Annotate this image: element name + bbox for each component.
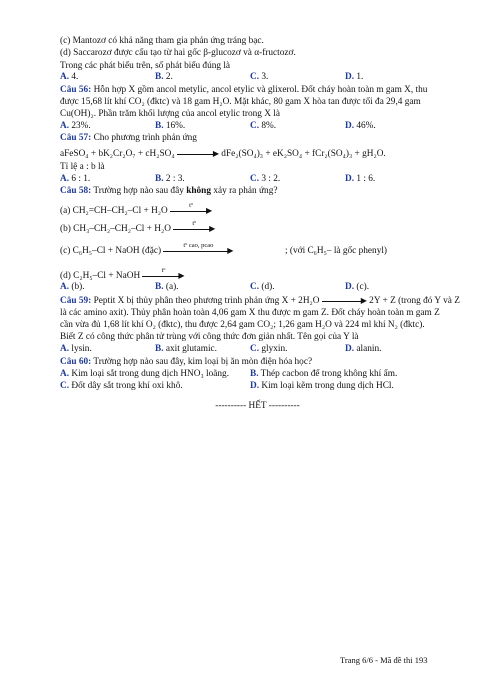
reaction-arrow: tº cao, pcao ▶ [163, 246, 233, 256]
option-letter: B. [155, 344, 164, 354]
q59-label: Câu 59: [60, 296, 92, 307]
intro-line-d: (d) Saccarozơ được cấu tạo từ hai gốc β-glucozơ và α-fructozơ. [60, 48, 296, 58]
q60-line1 [60, 357, 312, 368]
q58-reaction-c [60, 242, 388, 257]
option-b: B. axit glutamic. [155, 344, 217, 354]
option-c: C. 3 : 2. [250, 174, 281, 184]
option-a: A. Kim loại sắt trong dung dịch HNO₃ loãng. [60, 369, 230, 379]
option-a: A. 6 : 1. [60, 174, 91, 184]
option-a: A. lysin. [60, 344, 92, 354]
reaction-arrow: tº ▶ [170, 206, 212, 216]
option-c: C. glyxin. [250, 344, 288, 354]
option-b: B. Thép cacbon để trong không khí ẩm. [250, 369, 398, 379]
q56-line3: Cu(OH)₂. Phần trăm khối lượng của ancol etylic trong X là [60, 109, 281, 119]
option-d: D. Kim loại kẽm trong dung dịch HCl. [250, 381, 394, 391]
q58-label: Câu 58: [60, 186, 92, 196]
option-letter: B. [250, 369, 259, 379]
q56-text: Hỗn hợp X gồm ancol metylic, ancol etylic và glixerol. Đốt cháy hoàn toàn m gam X, thu [93, 85, 428, 95]
option-letter: A. [60, 282, 70, 292]
q59-text: Peptit X bị thủy phân theo phương trình phản ứng X + 2H₂O [93, 296, 320, 307]
option-letter: D. [345, 174, 355, 184]
option-letter: C. [250, 121, 260, 131]
reaction-arrow: tº ▶ [142, 271, 184, 281]
option-d: D. 1. [345, 72, 364, 82]
option-letter: D. [345, 72, 355, 82]
q58-line1 [60, 186, 277, 197]
q60-text: Trường hợp nào sau đây, kim loại bị ăn mòn điện hóa học? [93, 357, 313, 367]
option-letter: C. [250, 344, 260, 354]
q58-reaction-d [60, 267, 185, 282]
option-d: D. (c). [345, 282, 370, 292]
reaction-arrow: ▶ [322, 296, 367, 306]
q58-options [60, 282, 455, 293]
page-footer: Trang 6/6 - Mã đề thi 193 [340, 655, 428, 665]
option-letter: A. [60, 72, 70, 82]
q57-text: Cho phương trình phản ứng [93, 133, 197, 143]
option-d: D. 1 : 6. [345, 174, 376, 184]
option-c: C. 3. [250, 72, 269, 82]
q59-line4: Biết Z có công thức phân tử trùng với công thức đơn giản nhất. Tên gọi của Y là [60, 332, 359, 342]
q59-text-end: 2Y + Z (trong đó Y và Z [369, 296, 460, 307]
option-letter: D. [250, 381, 260, 391]
q60-label: Câu 60: [60, 357, 92, 367]
reaction-b-text: (b) CH₃–CH₂–CH₂–Cl + H₂O [60, 224, 171, 235]
option-b: B. 2 : 3. [155, 174, 185, 184]
q58-reaction-b [60, 220, 216, 235]
q59-line2: là các amino axit). Thủy phân hoàn toàn 4,06 gam X thu được m gam Z. Đốt cháy hoàn toàn m gam Z [60, 308, 440, 318]
q57-label: Câu 57: [60, 133, 92, 143]
q58-bold: không [186, 186, 211, 196]
option-letter: B. [155, 72, 164, 82]
option-b: B. 2. [155, 72, 173, 82]
option-letter: B. [155, 121, 164, 131]
q58-text-end: xảy ra phản ứng? [213, 186, 278, 196]
q58-reaction-a [60, 202, 213, 217]
q56-line1 [60, 85, 427, 96]
q58-text: Trường hợp nào sau đây [93, 186, 184, 196]
option-letter: A. [60, 174, 70, 184]
option-c: C. Đốt dây sắt trong khí oxi khô. [60, 381, 183, 391]
reaction-a-text: (a) CH₂=CH–CH₂–Cl + H₂O [60, 206, 168, 217]
option-d: D. alanin. [345, 344, 382, 354]
option-letter: A. [60, 344, 70, 354]
q60-options-row1 [60, 369, 455, 380]
reaction-c-note: ; (với C₆H₅– là gốc phenyl) [285, 246, 388, 256]
q57-equation [60, 149, 386, 160]
option-letter: D. [345, 282, 355, 292]
option-letter: C. [60, 381, 70, 391]
option-letter: B. [155, 282, 164, 292]
option-letter: C. [250, 174, 260, 184]
option-c: C. (d). [250, 282, 275, 292]
q59-line3: cần vừa đủ 1,68 lít khí O₂ (đktc), thu được 2,64 gam CO₂; 1,26 gam H₂O và 224 ml khí N₂ (đktc). [60, 320, 425, 330]
q55-options [60, 72, 455, 83]
option-b: B. (a). [155, 282, 179, 292]
option-letter: D. [345, 344, 355, 354]
option-b: B. 16%. [155, 121, 186, 131]
option-a: A. 23%. [60, 121, 91, 131]
end-marker: ---------- HẾT ---------- [215, 401, 300, 411]
q57-options [60, 174, 455, 185]
q60-options-row2 [60, 381, 455, 392]
intro-line-c: (c) Mantozơ có khả năng tham gia phản ứng tráng bạc. [60, 36, 264, 46]
reaction-d-text: (d) C₂H₅–Cl + NaOH [60, 271, 141, 282]
option-letter: A. [60, 369, 70, 379]
q57-line1 [60, 133, 197, 144]
intro-question: Trong các phát biểu trên, số phát biểu đúng là [60, 61, 231, 71]
option-d: D. 46%. [345, 121, 376, 131]
q56-label: Câu 56: [60, 85, 92, 95]
q56-line2: được 15,68 lít khí CO₂ (đktc) và 18 gam H₂O. Mặt khác, 80 gam X hòa tan được tối đa 29,4 gam [60, 97, 421, 107]
option-letter: C. [250, 72, 260, 82]
q56-options [60, 121, 455, 132]
reaction-arrow: tº ▶ [173, 224, 215, 234]
option-letter: C. [250, 282, 260, 292]
reaction-c-text: (c) C₆H₅–Cl + NaOH (đặc) [60, 246, 162, 257]
q59-line1 [60, 296, 460, 307]
option-letter: A. [60, 121, 70, 131]
q59-options [60, 344, 455, 355]
equation-right: dFe₂(SO₄)₃ + eK₂SO₄ + fCr₂(SO₄)₃ + gH₂O. [221, 149, 386, 160]
equation-left: aFeSO₄ + bK₂Cr₂O₇ + cH₂SO₄ [60, 149, 175, 160]
q57-ratio: Tỉ lệ a : b là [60, 162, 105, 172]
option-letter: D. [345, 121, 355, 131]
option-letter: B. [155, 174, 164, 184]
option-a: A. (b). [60, 282, 85, 292]
option-a: A. 4. [60, 72, 79, 82]
reaction-arrow: ▶ [177, 149, 219, 159]
option-c: C. 8%. [250, 121, 277, 131]
